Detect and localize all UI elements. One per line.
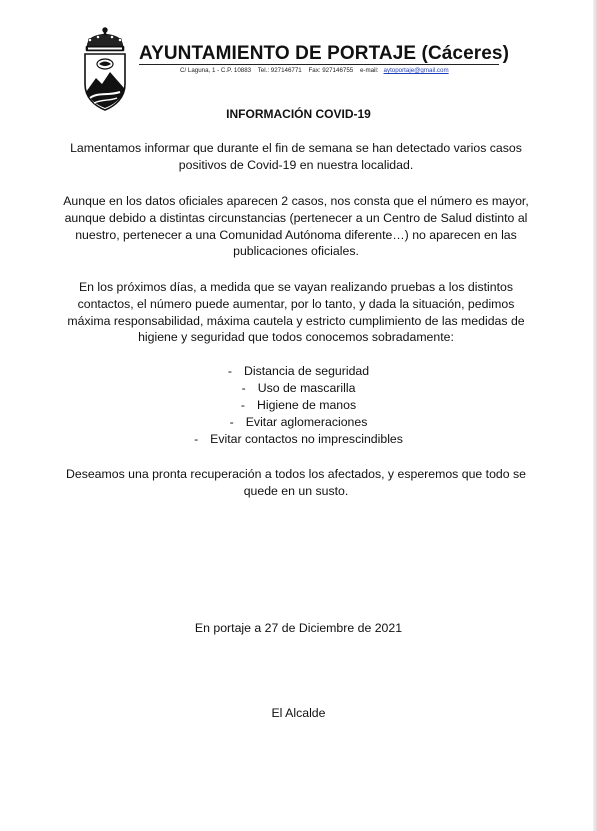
measure-text: Uso de mascarilla <box>257 381 356 395</box>
list-bullet: - <box>240 398 245 412</box>
email-link[interactable]: aytoportaje@gmail.com <box>383 67 449 74</box>
measures-list <box>0 363 597 448</box>
date-line: En portaje a 27 de Diciembre de 2021 <box>194 621 403 635</box>
list-bullet: - <box>194 432 199 446</box>
list-item <box>0 380 597 397</box>
list-item <box>0 414 597 431</box>
municipal-crest-icon <box>80 26 130 112</box>
measure-text: Evitar aglomeraciones <box>245 415 368 429</box>
list-item <box>0 431 597 448</box>
measure-text: Distancia de seguridad <box>244 364 370 378</box>
organization-title: AYUNTAMIENTO DE PORTAJE (Cáceres) <box>139 43 510 64</box>
paragraph-closing: Deseamos una pronta recuperación a todos los afectados, y esperemos que todo se quede en un susto. <box>65 467 527 498</box>
contact-line <box>180 67 449 74</box>
paragraph-request: En los próximos días, a medida que se vayan realizando pruebas a los distintos contactos, el número puede aumentar, por lo tanto, y dada la situación, pedimos máxima responsabilidad, máxima cautela y estricto cumplimiento de las medidas de higiene y seguridad que todos conocemos sobradamente: <box>67 280 525 345</box>
address-text: C/ Laguna, 1 - C.P. 10883 <box>180 67 252 74</box>
phone-text: Tel.: 927146771 <box>257 67 302 74</box>
signature: El Alcalde <box>271 706 326 720</box>
list-item <box>0 363 597 380</box>
measure-text: Evitar contactos no imprescindibles <box>210 432 403 446</box>
measure-text: Higiene de manos <box>256 398 357 412</box>
paragraph-announcement: Lamentamos informar que durante el fin de semana se han detectado varios casos positivos de Covid-19 en nuestra localidad. <box>70 141 522 172</box>
list-bullet: - <box>241 381 246 395</box>
list-bullet: - <box>227 364 232 378</box>
list-bullet: - <box>229 415 234 429</box>
fax-text: Fax: 927146755 <box>308 67 354 74</box>
paragraph-official-data: Aunque en los datos oficiales aparecen 2 casos, nos consta que el número es mayor, aunque debido a distintas circunstancias (pertenecer a un Centro de Salud distinto al nuestro, pertenecer a una Comunidad Autónoma diferente…) no aparecen en las publicaciones oficiales. <box>63 194 529 259</box>
list-item <box>0 397 597 414</box>
header-rule <box>139 64 499 65</box>
document-title: INFORMACIÓN COVID-19 <box>226 107 371 121</box>
email-label: e-mail: <box>359 67 379 74</box>
